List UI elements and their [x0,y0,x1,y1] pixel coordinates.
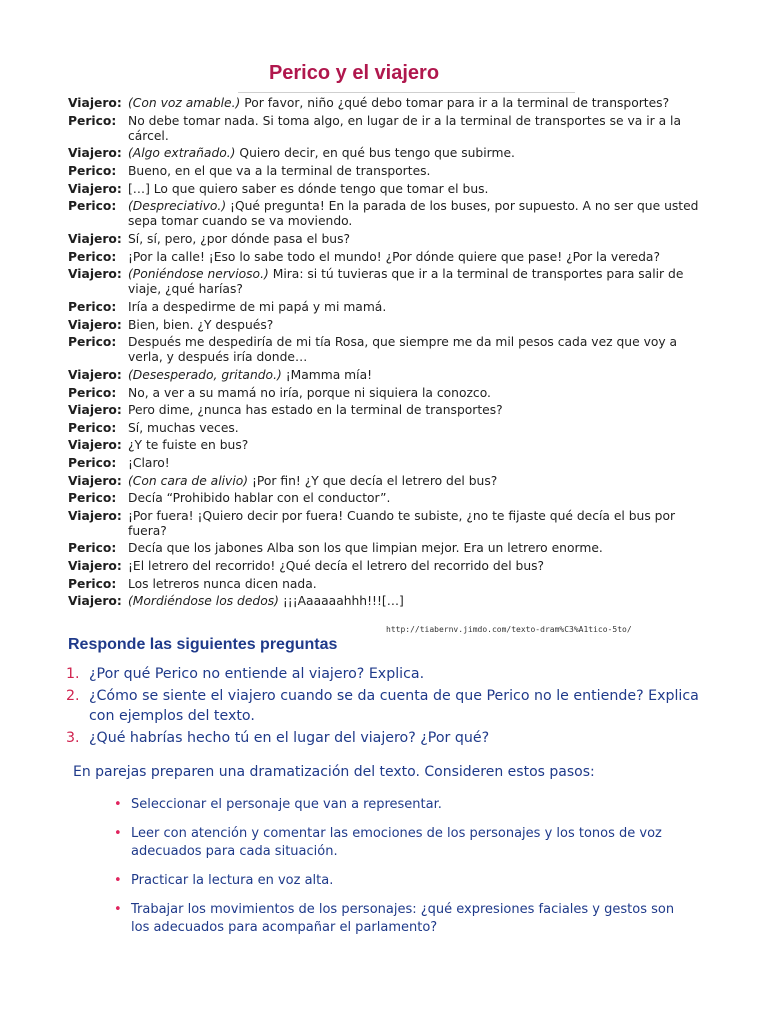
speech-text [128,438,700,453]
step-item [114,796,694,814]
speaker-name: Viajero: [68,403,122,418]
speech-text [128,300,700,315]
line-text: ¡Claro! [128,455,170,470]
speech-text [128,559,700,574]
speaker-name: Viajero: [68,181,122,196]
line-text: Bueno, en el que va a la terminal de transportes. [128,163,431,178]
dialogue-line [68,386,700,401]
dialogue-line [68,182,700,197]
speaker-name: Perico: [68,249,117,264]
line-text: ¡Qué pregunta! En la parada de los buses, por supuesto. A no ser que usted sepa tomar cuando se va moviendo. [128,199,699,229]
dialogue-line [68,456,700,471]
line-text: Iría a despedirme de mi papá y mi mamá. [128,299,387,314]
speech-text [128,421,700,436]
dialogue-line [68,267,700,297]
steps-list [114,796,694,948]
line-text: Mira: si tú tuvieras que ir a la terminal de transportes para salir de viaje, ¿qué harías? [128,267,684,297]
line-text: Quiero decir, en qué bus tengo que subirme. [235,146,515,161]
speech-text [128,541,700,556]
speech-text [128,474,700,489]
dialogue-line [68,403,700,418]
speech-text [128,403,700,418]
line-text: ¡¡¡Aaaaaahhh!!![…] [278,594,404,609]
speech-text [128,386,700,401]
questions-heading: Responde las siguientes preguntas [68,636,338,653]
speech-text [128,491,700,506]
line-text: ¡Mamma mía! [281,367,373,382]
question-text: ¿Por qué Perico no entiende al viajero? Explica. [89,666,425,682]
dialogue [68,96,700,612]
speaker-name: Viajero: [68,438,122,453]
line-text: Por favor, niño ¿qué debo tomar para ir a la terminal de transportes? [240,96,670,110]
bullet-icon: • [114,797,122,812]
dialogue-line [68,474,700,489]
speech-text [128,96,700,111]
dialogue-line [68,114,700,144]
step-text: Trabajar los movimientos de los personajes: ¿qué expresiones faciales y gestos son los adecuados para acompañar el parlamento? [131,902,675,935]
stage-direction: (Algo extrañado.) [128,146,236,161]
line-text: ¿Y te fuiste en bus? [128,438,249,453]
dialogue-line [68,232,700,247]
dialogue-line [68,594,700,609]
stage-direction: (Con cara de alivio) [128,473,249,488]
line-text: Después me despediría de mi tía Rosa, que siempre me da mil pesos cada vez que voy a verla, y después iría donde… [128,335,678,365]
bullet-icon: • [114,826,122,841]
question-text: ¿Cómo se siente el viajero cuando se da cuenta de que Perico no le entiende? Explica con ejemplos del texto. [89,688,699,724]
speaker-name: Perico: [68,576,117,591]
page-title: Perico y el viajero [268,62,440,84]
question-number: 1. [66,666,80,682]
dialogue-line [68,318,700,333]
line-text: Pero dime, ¿nunca has estado en la terminal de transportes? [128,403,503,418]
speaker-name: Viajero: [68,559,122,574]
line-text: Sí, muchas veces. [128,420,239,435]
dialogue-line [68,164,700,179]
speech-text [128,146,700,161]
source-url: http://tiabernv.jimdo.com/texto-dram%C3%A1tico-5to/ [386,625,632,634]
speech-text [128,232,700,247]
speaker-name: Perico: [68,199,117,214]
speaker-name: Perico: [68,541,117,556]
line-text: ¡Por fuera! ¡Quiero decir por fuera! Cuando te subiste, ¿no te fijaste qué decía el bus por fuera? [128,508,676,538]
dialogue-line [68,541,700,556]
question-item [66,728,706,748]
speaker-name: Perico: [68,385,117,400]
speaker-name: Perico: [68,491,117,506]
line-text: No debe tomar nada. Si toma algo, en lugar de ir a la terminal de transportes se va ir a la cárcel. [128,113,681,143]
dialogue-line [68,146,700,161]
dialogue-line [68,250,700,265]
speaker-name: Viajero: [68,267,122,282]
instruction-text: En parejas preparen una dramatización del texto. Consideren estos pasos: [73,764,595,780]
speaker-name: Viajero: [68,146,122,161]
question-item [66,686,706,726]
dialogue-line [68,421,700,436]
speech-text [128,182,700,197]
stage-direction: (Despreciativo.) [128,199,227,214]
line-text: […] Lo que quiero saber es dónde tengo que tomar el bus. [128,181,489,196]
speech-text [128,318,700,333]
bullet-icon: • [114,902,122,917]
speaker-name: Viajero: [68,96,122,110]
speech-text [128,577,700,592]
speaker-name: Perico: [68,335,117,350]
line-text: Bien, bien. ¿Y después? [128,317,274,332]
line-text: ¡El letrero del recorrido! ¿Qué decía el letrero del recorrido del bus? [128,559,545,574]
speech-text [128,250,700,265]
step-text: Leer con atención y comentar las emociones de los personajes y los tonos de voz adecuados para cada situación. [131,826,662,859]
speaker-name: Viajero: [68,231,122,246]
stage-direction: (Mordiéndose los dedos) [128,594,279,609]
speech-text [128,267,700,297]
dialogue-line [68,300,700,315]
step-item [114,872,694,890]
stage-direction: (Poniéndose nervioso.) [128,267,269,282]
step-item [114,901,694,937]
line-text: ¡Por fin! ¿Y que decía el letrero del bus? [248,473,498,488]
speaker-name: Viajero: [68,317,122,332]
dialogue-line [68,509,700,539]
step-text: Practicar la lectura en voz alta. [131,873,334,888]
dialogue-line [68,335,700,365]
speech-text [128,114,700,144]
speech-text [128,335,700,365]
dialogue-line [68,199,700,229]
speaker-name: Viajero: [68,508,122,523]
question-text: ¿Qué habrías hecho tú en el lugar del viajero? ¿Por qué? [89,730,490,746]
speech-text [128,594,700,609]
stage-direction: (Con voz amable.) [128,96,241,110]
speaker-name: Perico: [68,420,117,435]
questions-list [66,664,706,750]
dialogue-line [68,438,700,453]
speaker-name: Perico: [68,455,117,470]
speaker-name: Viajero: [68,594,122,609]
line-text: Decía que los jabones Alba son los que limpian mejor. Era un letrero enorme. [128,541,603,556]
dialogue-line [68,368,700,383]
question-number: 3. [66,730,80,746]
question-number: 2. [66,688,80,704]
speech-text [128,509,700,539]
title-divider [238,92,575,93]
stage-direction: (Desesperado, gritando.) [128,367,282,382]
question-item [66,664,706,684]
speech-text [128,456,700,471]
speaker-name: Perico: [68,113,117,128]
speech-text [128,199,700,229]
speech-text [128,368,700,383]
speech-text [128,164,700,179]
dialogue-line [68,491,700,506]
speaker-name: Perico: [68,163,117,178]
line-text: ¡Por la calle! ¡Eso lo sabe todo el mundo! ¿Por dónde quiere que pase! ¿Por la vereda? [128,249,660,264]
step-text: Seleccionar el personaje que van a representar. [131,797,442,812]
line-text: Decía “Prohibido hablar con el conductor”. [128,491,391,506]
line-text: Sí, sí, pero, ¿por dónde pasa el bus? [128,231,351,246]
speaker-name: Viajero: [68,367,122,382]
line-text: Los letreros nunca dicen nada. [128,576,317,591]
step-item [114,825,694,861]
speaker-name: Viajero: [68,473,122,488]
dialogue-line [68,559,700,574]
dialogue-line [68,96,700,111]
dialogue-line [68,577,700,592]
line-text: No, a ver a su mamá no iría, porque ni siquiera la conozco. [128,385,491,400]
bullet-icon: • [114,873,122,888]
speaker-name: Perico: [68,299,117,314]
